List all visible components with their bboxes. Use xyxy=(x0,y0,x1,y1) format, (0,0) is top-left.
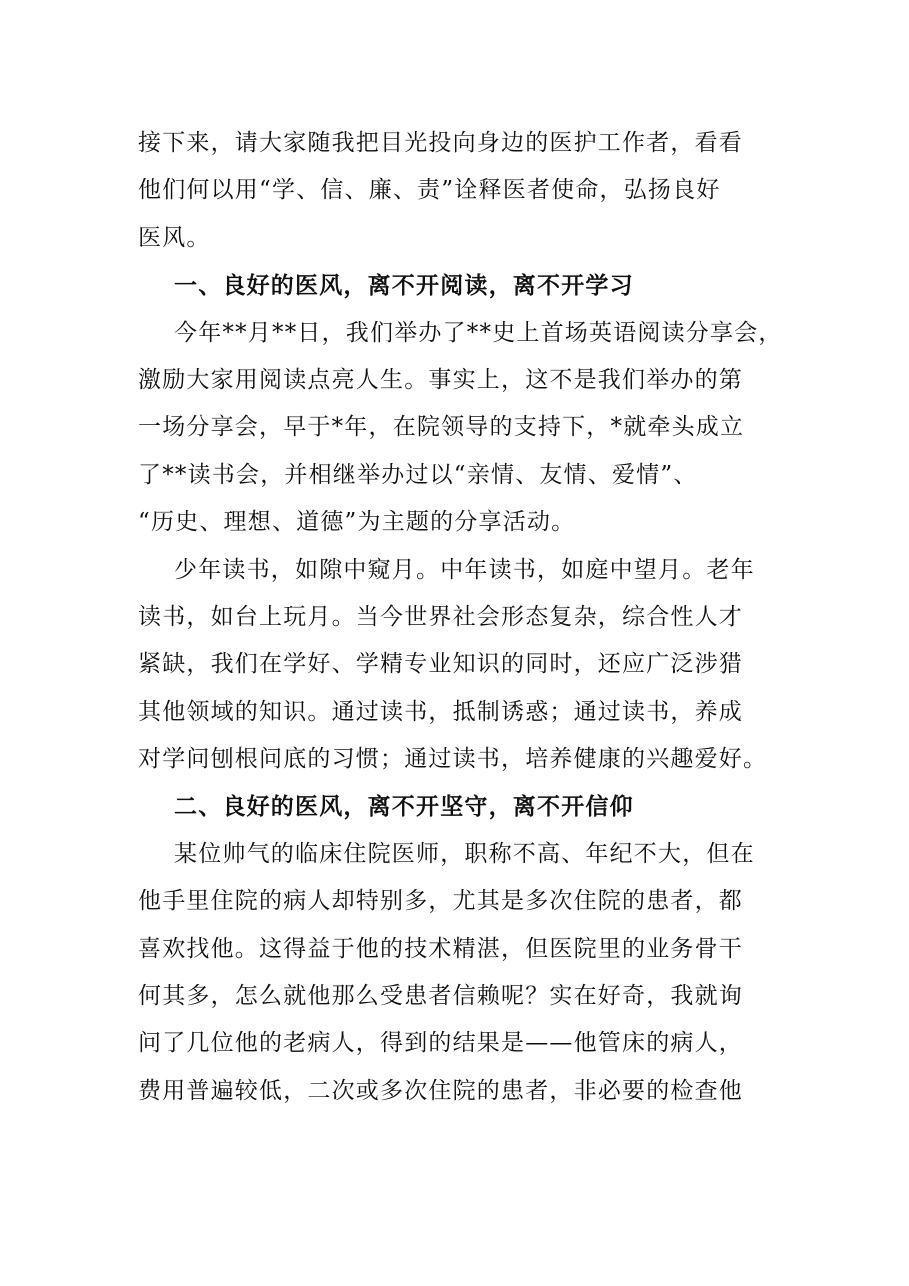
text-line: 一场分享会，早于*年，在院领导的支持下，*就牵头成立 xyxy=(138,414,745,441)
text-line: 他们何以用“学、信、廉、责”诠释医者使命，弘扬良好 xyxy=(138,177,721,204)
text-line: 激励大家用阅读点亮人生。事实上，这不是我们举办的第 xyxy=(138,366,743,393)
section-heading-2: 二、良好的医风，离不开坚守，离不开信仰 xyxy=(174,793,634,821)
text-line: 接下来，请大家随我把目光投向身边的医护工作者，看看 xyxy=(138,130,743,156)
text-line: 了**读书会，并相继举办过以“亲情、友情、爱情”、 xyxy=(138,461,698,488)
text-line: 今年**月**日，我们举办了**史上首场英语阅读分享会， xyxy=(174,319,783,346)
text-line: 其他领域的知识。通过读书，抵制诱惑；通过读书，养成 xyxy=(138,698,743,725)
text-line: 对学问刨根问底的习惯；通过读书，培养健康的兴趣爱好。 xyxy=(138,746,768,773)
text-line: 医风。 xyxy=(138,224,211,251)
text-line: 读书，如台上玩月。当今世界社会形态复杂，综合性人才 xyxy=(138,603,743,630)
text-line: “历史、理想、道德”为主题的分享活动。 xyxy=(138,509,576,536)
text-line: 紧缺，我们在学好、学精专业知识的同时，还应广泛涉猎 xyxy=(138,651,743,678)
text-line: 问了几位他的老病人，得到的结果是——他管床的病人， xyxy=(138,1030,743,1057)
text-line: 某位帅气的临床住院医师，职称不高、年纪不大，但在 xyxy=(174,840,755,867)
text-line: 何其多，怎么就他那么受患者信赖呢？实在好奇，我就询 xyxy=(138,983,743,1010)
document-body xyxy=(138,120,783,1115)
text-line: 他手里住院的病人却特别多，尤其是多次住院的患者，都 xyxy=(138,888,743,915)
text-line: 喜欢找他。这得益于他的技术精湛，但医院里的业务骨干 xyxy=(138,935,743,962)
text-line: 少年读书，如隙中窥月。中年读书，如庭中望月。老年 xyxy=(174,556,755,583)
section-heading-1: 一、良好的医风，离不开阅读，离不开学习 xyxy=(174,272,634,300)
text-line: 费用普遍较低，二次或多次住院的患者，非必要的检查他 xyxy=(138,1077,743,1104)
